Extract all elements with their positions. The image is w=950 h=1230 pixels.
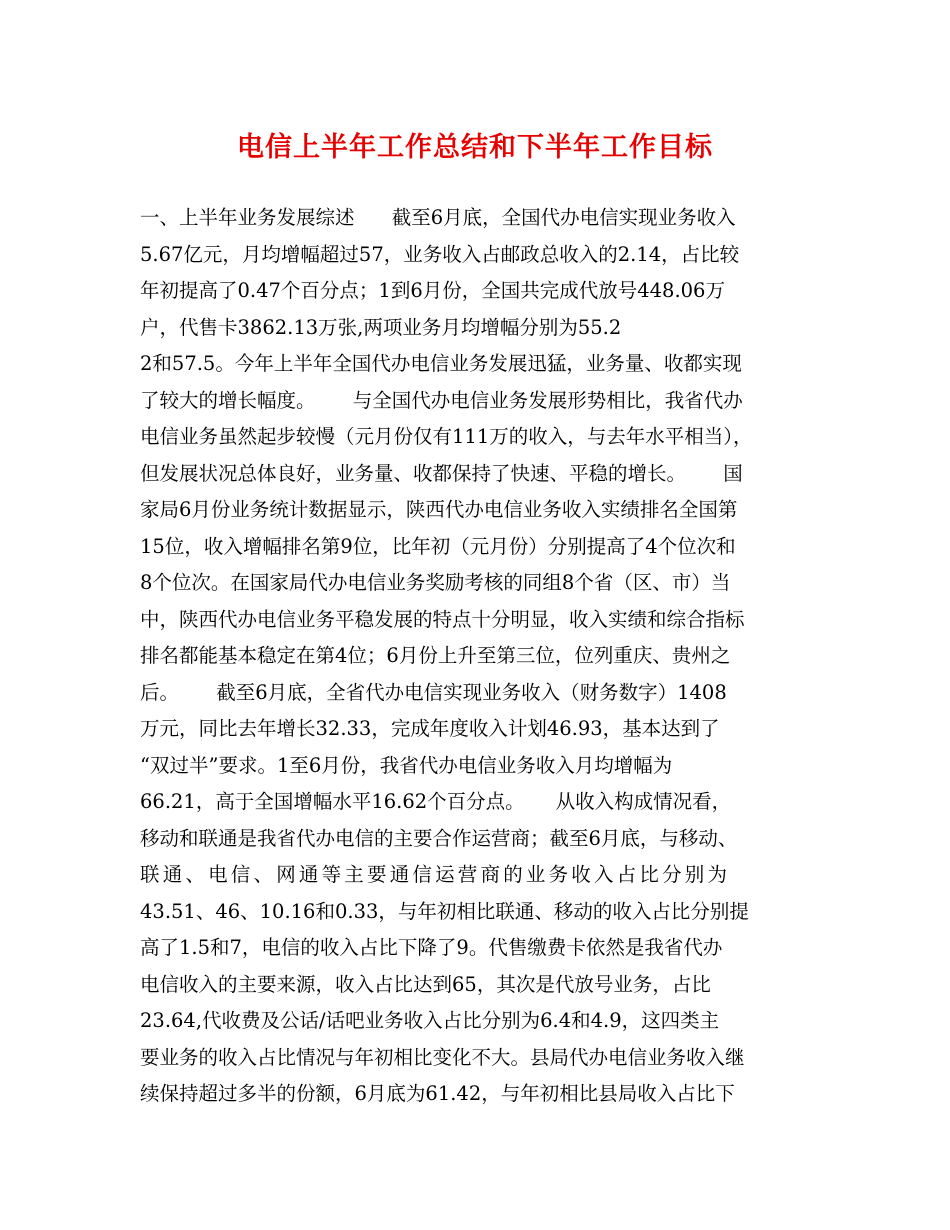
document-title: 电信上半年工作总结和下半年工作目标 — [237, 132, 713, 163]
body-line: 5.67亿元，月均增幅超过57，业务收入占邮政总收入的2.14，占比较 — [140, 242, 740, 266]
body-line: 年初提高了0.47个百分点；1到6月份，全国共完成代放号448.06万 — [140, 279, 725, 302]
body-line: 电信收入的主要来源，收入占比达到65，其次是代放号业务，占比 — [140, 972, 711, 996]
body-line: 联通、电信、网通等主要通信运营商的业务收入占比分别为 — [140, 863, 731, 886]
body-line: 66.21，高于全国增幅水平16.62个百分点。 从收入构成情况看， — [140, 790, 732, 813]
body-line: 但发展状况总体良好，业务量、收都保持了快速、平稳的增长。 国 — [140, 461, 743, 485]
body-line: 15位，收入增幅排名第9位，比年初（元月份）分别提高了4个位次和 — [140, 534, 736, 558]
body-line: 了较大的增长幅度。 与全国代办电信业务发展形势相比，我省代办 — [140, 388, 743, 412]
body-line: 中，陕西代办电信业务平稳发展的特点十分明显，收入实绩和综合指标 — [140, 607, 745, 631]
body-line: 后。 截至6月底，全省代办电信实现业务收入（财务数字）1408 — [140, 680, 727, 704]
body-line: 43.51、46、10.16和0.33，与年初相比联通、移动的收入占比分别提 — [140, 899, 749, 923]
body-line: 一、上半年业务发展综述 截至6月底，全国代办电信实现业务收入 — [140, 206, 736, 229]
body-line: “双过半”要求。1至6月份，我省代办电信业务收入月均增幅为 — [140, 753, 673, 777]
body-line: 23.64,代收费及公话/话吧业务收入占比分别为6.4和4.9，这四类主 — [140, 1009, 720, 1032]
body-line: 2和57.5。今年上半年全国代办电信业务发展迅猛，业务量、收都实现 — [140, 352, 742, 375]
body-line: 家局6月份业务统计数据显示，陕西代办电信业务收入实绩排名全国第 — [140, 498, 738, 521]
document-body — [140, 200, 820, 1113]
body-line: 高了1.5和7，电信的收入占比下降了9。代售缴费卡依然是我省代办 — [140, 936, 723, 959]
body-line: 户，代售卡3862.13万张,两项业务月均增幅分别为55.2 — [140, 315, 622, 339]
body-line: 8个位次。在国家局代办电信业务奖励考核的同组8个省（区、市）当 — [140, 571, 731, 594]
body-line: 电信业务虽然起步较慢（元月份仅有111万的收入，与去年水平相当）， — [140, 425, 753, 448]
body-line: 排名都能基本稳定在第4位；6月份上升至第三位，位列重庆、贵州之 — [140, 644, 731, 667]
body-line: 要业务的收入占比情况与年初相比变化不大。县局代办电信业务收入继 — [140, 1045, 745, 1069]
body-line: 移动和联通是我省代办电信的主要合作运营商；截至6月底，与移动、 — [140, 826, 738, 850]
body-line: 万元，同比去年增长32.33，完成年度收入计划46.93，基本达到了 — [140, 717, 720, 740]
body-line: 续保持超过多半的份额，6月底为61.42，与年初相比县局收入占比下 — [140, 1082, 735, 1105]
